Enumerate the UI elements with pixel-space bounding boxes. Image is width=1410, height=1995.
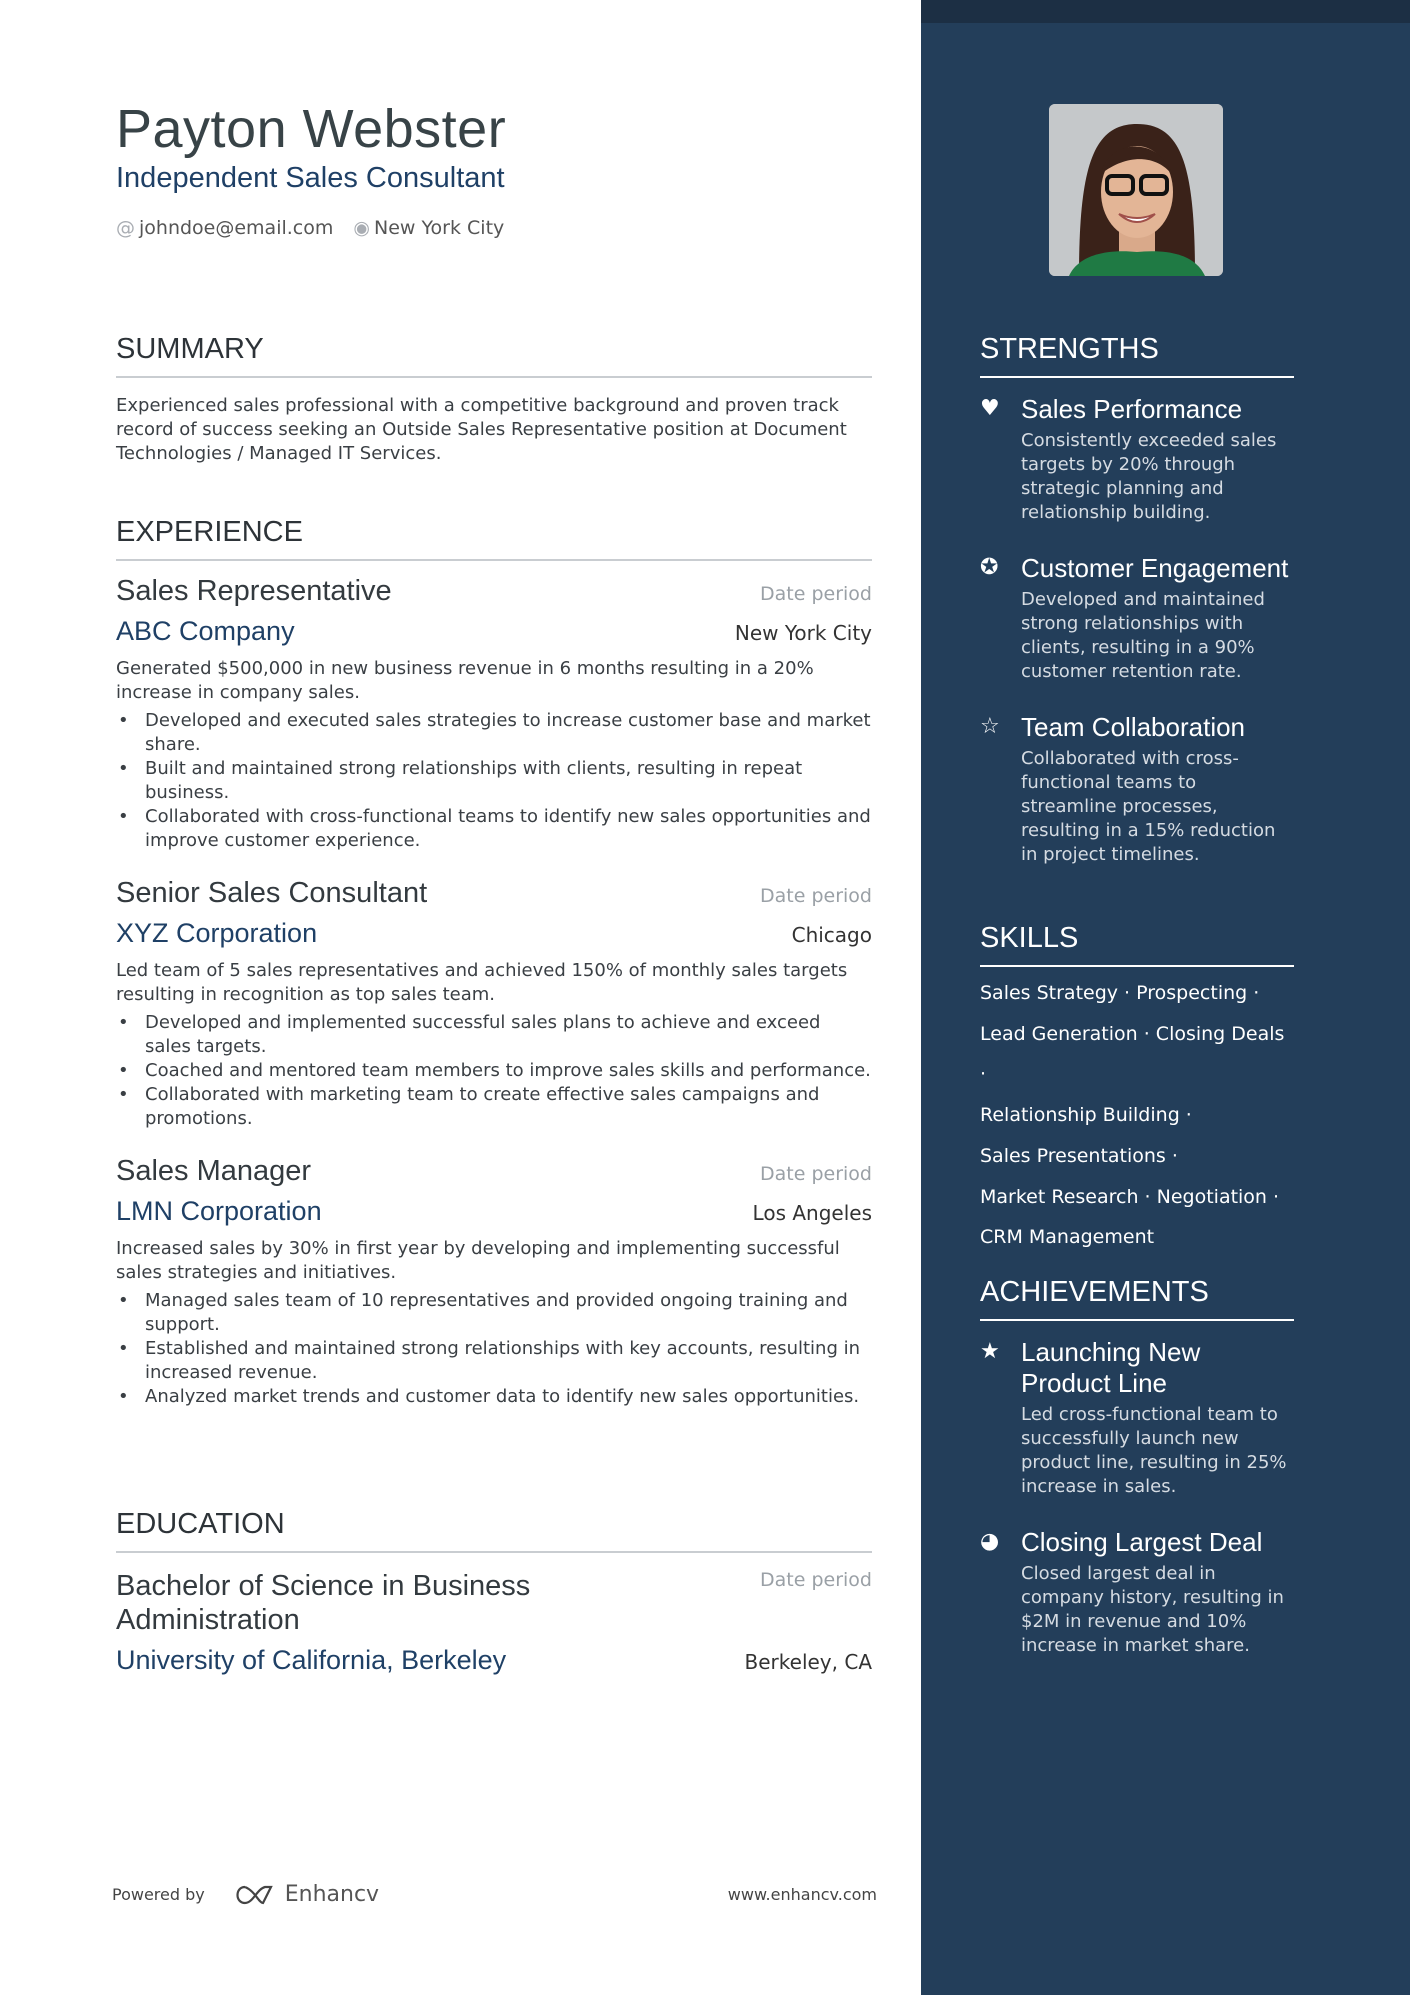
- contact-info: [116, 217, 872, 239]
- location: ◉ New York City: [353, 217, 505, 239]
- school: University of California, Berkeley: [116, 1645, 507, 1675]
- bullet-item: • Collaborated with marketing team to create effective sales campaigns and promotions.: [116, 1083, 872, 1131]
- strengths-section: [980, 333, 1294, 895]
- job-title: Sales Manager: [116, 1155, 312, 1187]
- enhancv-logo-icon: [231, 1883, 277, 1907]
- portrait-image: [1049, 104, 1223, 276]
- degree: Bachelor of Science in Business Administration: [116, 1570, 531, 1636]
- summary-section: [116, 333, 872, 466]
- footer: [112, 1882, 877, 1907]
- item-title: Launching New Product Line: [1021, 1337, 1201, 1398]
- job-description: Led team of 5 sales representatives and achieved 150% of monthly sales targets resulting in recognition as top sales team.: [116, 960, 848, 1005]
- candidate-name: Payton Webster: [116, 99, 507, 159]
- award-icon: ✪: [980, 555, 999, 580]
- experience-section: [116, 516, 872, 1433]
- job-title: Sales Representative: [116, 575, 392, 607]
- star-half-icon: ☆: [980, 714, 1000, 739]
- at-icon: @: [116, 217, 135, 239]
- skill-row: Relationship Building ·: [980, 1104, 1192, 1127]
- item-description: Consistently exceeded sales targets by 20% through strategic planning and relationship building.: [1021, 430, 1277, 523]
- item-description: Developed and maintained strong relationships with clients, resulting in a 90% customer retention rate.: [1021, 589, 1265, 682]
- job-entry: [116, 575, 872, 853]
- enhancv-logo[interactable]: Enhancv: [231, 1882, 379, 1907]
- bullet-item: • Established and maintained strong relationships with key accounts, resulting in increased revenue.: [116, 1337, 872, 1385]
- item-description: Collaborated with cross-functional teams to streamline processes, resulting in a 15% reduction in project timelines.: [1021, 748, 1276, 865]
- strengths-item: [980, 394, 1294, 525]
- item-title: Closing Largest Deal: [1021, 1527, 1263, 1557]
- skill-row: Sales Strategy · Prospecting ·: [980, 982, 1260, 1004]
- top-strip: [921, 0, 1410, 23]
- strengths-item: [980, 553, 1294, 684]
- job-title: Senior Sales Consultant: [116, 877, 428, 909]
- date: Date period: [760, 885, 872, 907]
- company: XYZ Corporation: [116, 918, 318, 948]
- star-icon: ★: [980, 1339, 1000, 1364]
- bullet-list: [116, 1011, 872, 1131]
- company: LMN Corporation: [116, 1196, 322, 1226]
- date: Date period: [760, 583, 872, 605]
- item-title: Customer Engagement: [1021, 553, 1289, 583]
- lightbulb-icon: ◕: [980, 1529, 1000, 1554]
- heart-icon: ♥: [980, 396, 1000, 421]
- item-title: Team Collaboration: [1021, 712, 1246, 742]
- skill-row: Market Research · Negotiation ·: [980, 1185, 1280, 1208]
- skill-row: Lead Generation · Closing Deals ·: [980, 1022, 1285, 1086]
- education-section: [116, 1508, 872, 1676]
- location: Berkeley, CA: [744, 1650, 872, 1674]
- bullet-item: • Analyzed market trends and customer data to identify new sales opportunities.: [116, 1385, 872, 1409]
- skill-row: CRM Management: [980, 1226, 1155, 1249]
- achievements-item: [980, 1527, 1294, 1658]
- email[interactable]: @ johndoe@email.com: [116, 217, 334, 239]
- achievements-section: [980, 1276, 1294, 1686]
- location: Chicago: [791, 923, 872, 947]
- summary-text: Experienced sales professional with a competitive background and proven track record of success seeking an Outside Sales Representative position at Document Technologies / Managed IT Services.: [116, 395, 847, 464]
- location: Los Angeles: [752, 1201, 872, 1225]
- company: ABC Company: [116, 616, 295, 646]
- item-title: Sales Performance: [1021, 394, 1243, 424]
- achievements-item: [980, 1337, 1294, 1499]
- section-heading: ACHIEVEMENTS: [980, 1276, 1294, 1321]
- item-description: Closed largest deal in company history, resulting in $2M in revenue and 10% increase in market share.: [1021, 1563, 1284, 1656]
- section-heading: EXPERIENCE: [116, 516, 872, 561]
- website-link[interactable]: www.enhancv.com: [727, 1885, 877, 1904]
- bullet-item: • Collaborated with cross-functional teams to identify new sales opportunities and improve customer experience.: [116, 805, 872, 853]
- bullet-item: • Developed and implemented successful sales plans to achieve and exceed sales targets.: [116, 1011, 872, 1059]
- sidebar: [921, 0, 1410, 1995]
- bullet-item: • Developed and executed sales strategies to increase customer base and market share.: [116, 709, 872, 757]
- date: Date period: [760, 1569, 872, 1591]
- section-heading: SUMMARY: [116, 333, 872, 378]
- skills-section: [980, 922, 1294, 1258]
- bullet-item: • Coached and mentored team members to improve sales skills and performance.: [116, 1059, 872, 1083]
- location: New York City: [734, 621, 872, 645]
- section-heading: SKILLS: [980, 922, 1294, 967]
- item-description: Led cross-functional team to successfully launch new product line, resulting in 25% increase in sales.: [1021, 1404, 1287, 1497]
- date: Date period: [760, 1163, 872, 1185]
- location-pin-icon: ◉: [353, 217, 370, 239]
- strengths-item: [980, 712, 1294, 867]
- bullet-item: • Built and maintained strong relationships with clients, resulting in repeat business.: [116, 757, 872, 805]
- skill-row: Sales Presentations ·: [980, 1144, 1178, 1167]
- section-heading: STRENGTHS: [980, 333, 1294, 378]
- job-entry: [116, 877, 872, 1131]
- profile-photo: [1049, 104, 1223, 276]
- section-heading: EDUCATION: [116, 1508, 872, 1553]
- candidate-title: Independent Sales Consultant: [116, 162, 505, 194]
- bullet-item: • Managed sales team of 10 representatives and provided ongoing training and support.: [116, 1289, 872, 1337]
- job-description: Generated $500,000 in new business revenue in 6 months resulting in a 20% increase in company sales.: [116, 658, 814, 703]
- powered-by: Powered by: [112, 1885, 205, 1904]
- bullet-list: [116, 709, 872, 853]
- job-entry: [116, 1155, 872, 1409]
- job-description: Increased sales by 30% in first year by developing and implementing successful sales strategies and initiatives.: [116, 1238, 840, 1283]
- bullet-list: [116, 1289, 872, 1409]
